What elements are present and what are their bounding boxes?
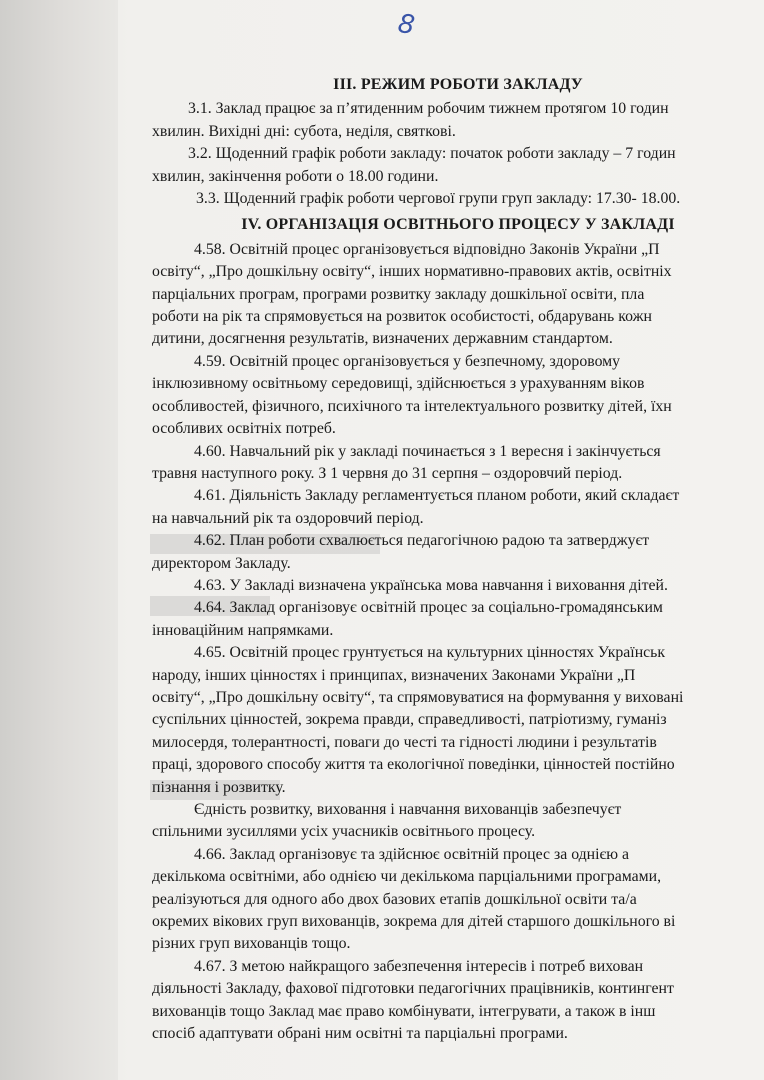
handwritten-page-number: 8 [395, 8, 417, 42]
bleed-through-left-margin [0, 0, 118, 1080]
paragraph-3-2: 3.2. Щоденний графік роботи закладу: початок роботи закладу – 7 годин хвилин, закінчення роботи о 18.00 години. [152, 145, 676, 185]
paragraph-4-63: 4.63. У Закладі визначена українська мова навчання і виховання дітей. [194, 576, 668, 594]
section-4-heading: ІV. ОРГАНІЗАЦІЯ ОСВІТНЬОГО ПРОЦЕСУ У ЗАКЛАДІ [241, 216, 675, 234]
paragraph-unity: Єдність розвитку, виховання і навчання вихованців забезпечуєт спільними зусиллями усіх учасників освітнього процесу. [152, 801, 622, 841]
paragraph-4-64: 4.64. Заклад організовує освітній процес за соціально-громадянським інноваційним напрямками. [152, 599, 663, 639]
paragraph-4-59: 4.59. Освітній процес організовується у безпечному, здоровому інклюзивному освітньому середовищі, здійснюється з урахуванням віков особливостей, фізичного, психічного та інтелектуального розвитку дітей, їхн особливих освітніх потреб. [152, 352, 672, 438]
paragraph-3-3: 3.3. Щоденний графік роботи чергової групи груп закладу: 17.30- 18.00. [196, 190, 681, 208]
section-3-heading: ІІІ. РЕЖИМ РОБОТИ ЗАКЛАДУ [333, 76, 583, 93]
paragraph-4-65: 4.65. Освітній процес грунтується на культурних цінностях Українськ народу, інших цінностях і принципах, визначених Законами України „П освіту“, „Про дошкільну освіту“, та спрямовуватися на формування у виховані суспільних цінностей, зокрема правди, справедливості, патріотизму, гуманіз милосердя, толерантності, поваги до честі та гідності людини і результатів праці, здорового способу життя та екологічної поведінки, цінностей постійно пізнання і розвитку. [152, 644, 684, 796]
paragraph-4-66: 4.66. Заклад організовує та здійснює освітній процес за однією а декількома освітніми, або однією чи декількома парціальними програмами, реалізуються для одного або двох базових етапів дошкільної освіти та/а окремих вікових груп вихованців, зокрема для дітей старшого дошкільного ві різних груп вихованців тощо. [152, 845, 676, 953]
paragraph-4-67: 4.67. З метою найкращого забезпечення інтересів і потреб вихован діяльності Закладу, фахової підготовки педагогічних працівників, контингент вихованців тощо Заклад має право комбінувати, інтегрувати, а також в інш спосіб адаптувати обрані ним освітні та парціальні програми. [152, 957, 674, 1043]
paragraph-4-58: 4.58. Освітній процес організовується відповідно Законів України „П освіту“, „Про дошкільну освіту“, інших нормативно-правових актів, освітніх парціальних програм, програми розвитку закладу дошкільної освіти, пла роботи на рік та спрямовується на розвиток особистості, обдарувань кожн дитини, досягнення результатів, визначених державним стандартом. [152, 240, 672, 348]
paragraph-4-61: 4.61. Діяльність Закладу регламентується планом роботи, який складаєт на навчальний рік та оздоровчий період. [152, 487, 680, 527]
paragraph-4-60: 4.60. Навчальний рік у закладі починається з 1 вересня і закінчується травня наступного року. З 1 червня до 31 серпня – оздоровчий період. [152, 442, 661, 482]
paragraph-4-62: 4.62. План роботи схвалюється педагогічною радою та затверджуєт директором Закладу. [152, 532, 650, 572]
paragraph-3-1: 3.1. Заклад працює за п’ятиденним робочим тижнем протягом 10 годин хвилин. Вихідні дні: субота, неділя, святкові. [152, 100, 669, 140]
document-body [152, 74, 764, 1045]
